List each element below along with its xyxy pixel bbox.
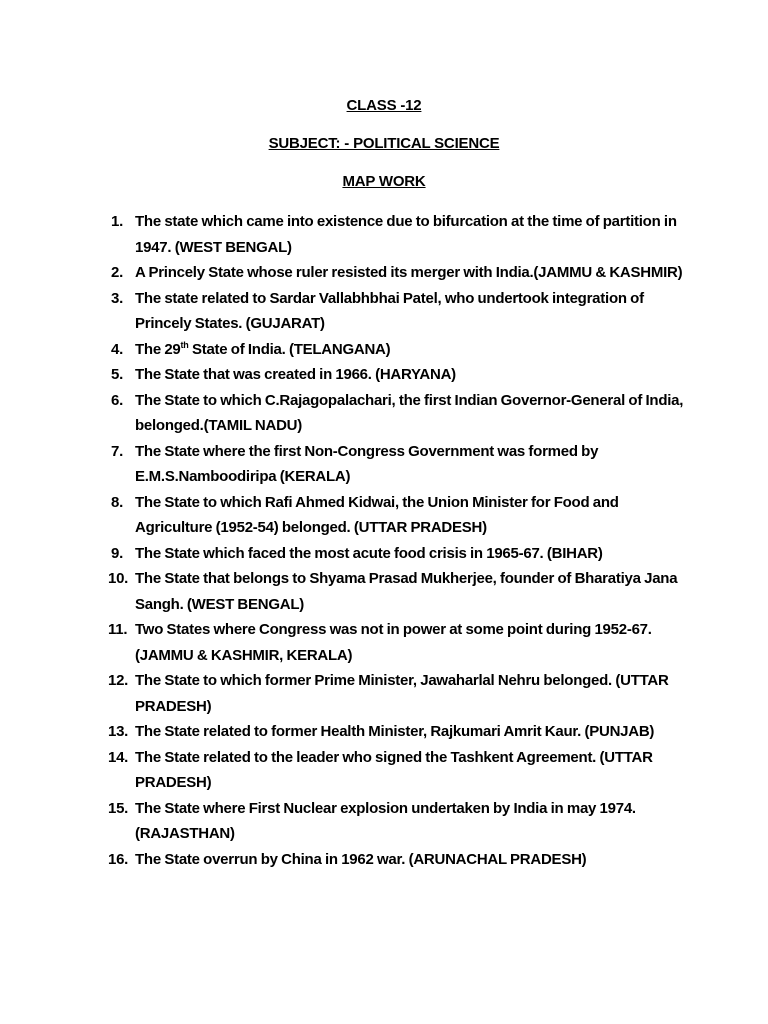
question-item-13	[108, 719, 688, 745]
question-item-9	[108, 541, 688, 567]
question-number: 13.	[108, 723, 129, 740]
question-item-8	[108, 490, 688, 541]
question-item-3	[108, 286, 688, 337]
question-text: The State related to former Health Minister, Rajkumari Amrit Kaur. (PUNJAB)	[135, 723, 655, 740]
question-text: The state related to Sardar Vallabhbhai Patel, who undertook integration of Princely States. (GUJARAT)	[135, 289, 644, 332]
question-item-7	[108, 439, 688, 490]
question-number: 12.	[108, 672, 129, 689]
question-item-15	[108, 796, 688, 847]
question-text: A Princely State whose ruler resisted its merger with India.(JAMMU & KASHMIR)	[135, 264, 683, 281]
question-text: Two States where Congress was not in power at some point during 1952-67. (JAMMU & KASHMIR, KERALA)	[135, 621, 652, 664]
class-title: CLASS -12	[346, 97, 422, 114]
question-number: 2.	[111, 264, 124, 281]
question-text: The State which faced the most acute food crisis in 1965-67. (BIHAR)	[135, 544, 603, 562]
question-number: 9.	[111, 544, 124, 562]
question-text-after: State of India. (TELANGANA)	[188, 340, 391, 358]
question-number: 5.	[111, 366, 124, 383]
question-item-5	[108, 362, 688, 388]
question-text	[135, 341, 390, 358]
question-text: The State that was created in 1966. (HARYANA)	[135, 366, 456, 383]
question-item-4	[108, 337, 688, 363]
question-item-6	[108, 388, 688, 439]
question-number: 7.	[111, 442, 124, 460]
subject-title: SUBJECT: - POLITICAL SCIENCE	[268, 135, 500, 152]
question-text: The State to which former Prime Minister, Jawaharlal Nehru belonged. (UTTAR PRADESH)	[135, 672, 669, 715]
question-text: The State overrun by China in 1962 war. (ARUNACHAL PRADESH)	[135, 850, 587, 868]
question-item-2	[108, 260, 688, 286]
question-item-11	[108, 617, 688, 668]
question-text: The state which came into existence due to bifurcation at the time of partition in 1947. (WEST BENGAL)	[135, 213, 677, 256]
question-number: 1.	[111, 213, 124, 230]
question-number: 8.	[111, 493, 124, 511]
question-number: 3.	[111, 289, 124, 307]
question-text: The State where the first Non-Congress Government was formed by E.M.S.Namboodiripa (KERALA)	[135, 442, 599, 485]
question-number: 6.	[111, 391, 124, 409]
question-item-14	[108, 745, 688, 796]
question-number: 15.	[108, 799, 129, 817]
question-text: The State related to the leader who signed the Tashkent Agreement. (UTTAR PRADESH)	[135, 748, 653, 791]
question-number: 14.	[108, 748, 129, 766]
question-item-12	[108, 668, 688, 719]
ordinal-superscript: th	[180, 339, 189, 350]
question-number: 16.	[108, 850, 129, 868]
question-item-1	[108, 209, 688, 260]
question-number: 10.	[108, 570, 129, 587]
question-number: 11.	[108, 621, 128, 638]
question-text: The State to which C.Rajagopalachari, the first Indian Governor-General of India, belonged.(TAMIL NADU)	[135, 391, 684, 434]
question-text-before: The 29	[135, 340, 181, 358]
question-text: The State where First Nuclear explosion undertaken by India in may 1974. (RAJASTHAN)	[135, 799, 636, 842]
question-item-10	[108, 566, 688, 617]
section-title: MAP WORK	[342, 173, 426, 190]
question-text: The State to which Rafi Ahmed Kidwai, the Union Minister for Food and Agriculture (1952-54) belonged. (UTTAR PRADESH)	[135, 493, 619, 536]
question-text: The State that belongs to Shyama Prasad Mukherjee, founder of Bharatiya Jana Sangh. (WEST BENGAL)	[135, 570, 678, 613]
question-number: 4.	[111, 340, 124, 358]
question-list	[108, 209, 688, 872]
question-item-16	[108, 847, 688, 873]
